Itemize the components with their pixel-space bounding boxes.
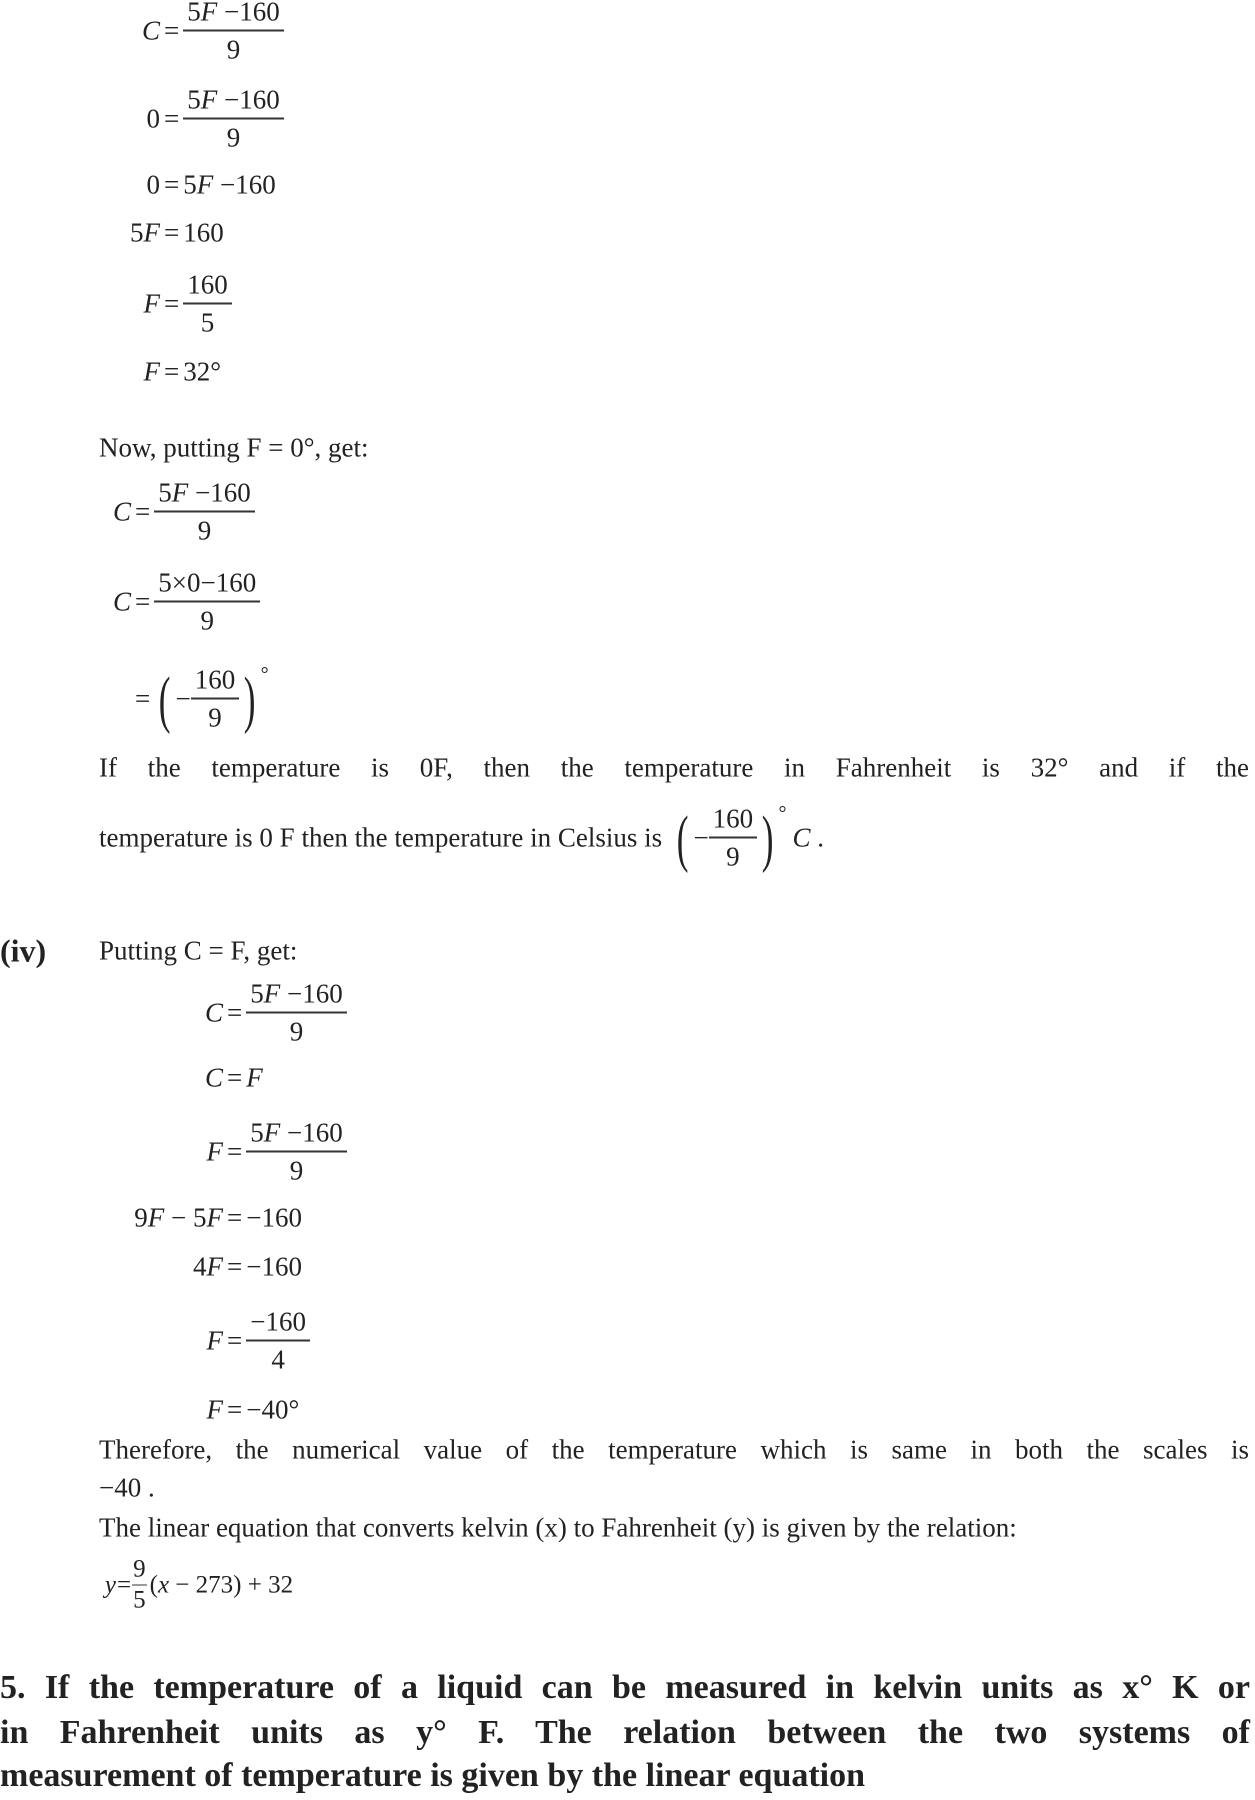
numerator: 160 [191, 665, 240, 700]
left-paren: ( [159, 663, 171, 734]
equation-row [0, 1252, 302, 1283]
equals-sign: = [117, 1571, 132, 1598]
conclusion-value: −40 . [99, 1472, 155, 1503]
equation-lhs: y [104, 1571, 116, 1598]
denominator: 9 [289, 1155, 304, 1186]
equation-lhs: F [143, 356, 160, 387]
minus-sign: − [693, 822, 709, 853]
equation-lhs: F [206, 1136, 223, 1167]
fraction [183, 85, 283, 154]
equation-row [0, 478, 255, 547]
numerator: 5F −160 [154, 478, 254, 513]
equation-lhs: 0 [146, 103, 160, 134]
denominator: 9 [208, 702, 222, 733]
equation-lhs: F [206, 1325, 223, 1356]
part-label: (iv) [0, 932, 47, 969]
equals-sign: = [164, 103, 180, 134]
question-heading-line: 5. If the temperature of a liquid can be measured in kelvin units as x° K or [0, 1669, 1250, 1706]
fraction [154, 568, 260, 637]
numerator: 5F −160 [246, 979, 346, 1014]
equation-rhs: 160 [183, 217, 224, 248]
equation-lhs: C [204, 997, 223, 1028]
equation-row [0, 0, 284, 66]
equation-lhs: 4F [193, 1251, 223, 1282]
equation-rhs: −160 [246, 1202, 302, 1233]
intro-text: Putting C = F, get: [99, 935, 298, 966]
equation-row [0, 1556, 293, 1615]
numerator: 5×0−160 [154, 568, 260, 603]
equation-lhs: F [143, 288, 160, 319]
equation-row [0, 170, 276, 201]
fraction [709, 804, 758, 873]
paragraph-line [99, 804, 824, 873]
equals-sign: = [164, 15, 180, 46]
equals-sign: = [227, 997, 243, 1028]
equation-row [0, 979, 347, 1048]
equation-row [0, 270, 232, 339]
equation-rhs: 5F −160 [183, 169, 276, 200]
equation-row [0, 1395, 299, 1426]
numerator: 9 [132, 1556, 147, 1586]
equation-row [0, 1063, 263, 1094]
equation-row [0, 1118, 347, 1187]
equals-sign: = [164, 217, 180, 248]
denominator: 9 [226, 34, 241, 65]
equals-sign: = [164, 288, 180, 319]
intro-text: Now, putting F = 0°, get: [99, 432, 369, 463]
fraction [132, 1556, 147, 1615]
equals-sign: = [164, 356, 180, 387]
denominator: 9 [726, 841, 740, 872]
fraction [154, 478, 254, 547]
fraction [183, 270, 232, 339]
question-heading-line: in Fahrenheit units as y° F. The relation between the two systems of [0, 1714, 1250, 1751]
numerator: 160 [183, 270, 232, 305]
fraction [183, 0, 283, 66]
equals-sign: = [135, 496, 151, 527]
equation-row [0, 218, 224, 249]
fraction [246, 979, 346, 1048]
denominator: 4 [271, 1344, 285, 1375]
equation-lhs: C [112, 586, 131, 617]
equation-lhs: 5F [130, 217, 160, 248]
fraction [191, 665, 240, 734]
equation-lhs: C [141, 15, 160, 46]
equation-row [131, 665, 269, 734]
equation-lhs: C [112, 496, 131, 527]
celsius-unit: C . [792, 822, 824, 853]
equals-sign: = [227, 1062, 243, 1093]
equals-sign: = [227, 1325, 243, 1356]
equals-sign: = [227, 1202, 243, 1233]
equals-sign: = [135, 586, 151, 617]
paragraph-text: temperature is 0 F then the temperature in Celsius is [99, 822, 663, 853]
numerator: 5F −160 [183, 0, 283, 32]
question-heading-line: measurement of temperature is given by the linear equation [0, 1757, 866, 1794]
equation-rhs: −40° [246, 1394, 300, 1425]
denominator: 9 [226, 122, 241, 153]
denominator: 9 [200, 605, 214, 636]
numerator: 5F −160 [246, 1118, 346, 1153]
degree-sign: ° [778, 802, 787, 825]
equation-lhs: F [206, 1394, 223, 1425]
right-paren: ) [244, 663, 256, 734]
equation-row [0, 1307, 310, 1376]
equation-lhs: 9F − 5F [134, 1202, 223, 1233]
fraction [246, 1307, 310, 1376]
fraction [246, 1118, 346, 1187]
equation-row [0, 1203, 302, 1234]
equation-rhs: 32° [183, 356, 222, 387]
equals-sign: = [135, 683, 151, 714]
equation-lhs: C [204, 1062, 223, 1093]
minus-sign: − [175, 683, 191, 714]
equation-lhs: 0 [146, 169, 160, 200]
equation-rhs: (x − 273) + 32 [149, 1571, 294, 1598]
denominator: 5 [200, 307, 215, 338]
equals-sign: = [227, 1251, 243, 1282]
equation-row [0, 568, 260, 637]
relation-text: The linear equation that converts kelvin (x) to Fahrenheit (y) is given by the relation: [99, 1512, 1017, 1543]
denominator: 9 [289, 1016, 304, 1047]
equation-rhs: −160 [246, 1251, 302, 1282]
degree-sign: ° [260, 663, 269, 686]
numerator: 160 [709, 804, 758, 839]
equals-sign: = [164, 169, 180, 200]
denominator: 9 [197, 515, 212, 546]
numerator: −160 [246, 1307, 310, 1342]
conclusion-text: Therefore, the numerical value of the temperature which is same in both the scales is [99, 1434, 1249, 1465]
numerator: 5F −160 [183, 85, 283, 120]
left-paren: ( [676, 802, 689, 873]
equation-row [0, 357, 221, 388]
right-paren: ) [761, 802, 774, 873]
equation-row [0, 85, 284, 154]
equation-rhs: F [246, 1062, 263, 1093]
paragraph-line: If the temperature is 0F, then the temperature in Fahrenheit is 32° and if the [99, 752, 1249, 783]
equals-sign: = [227, 1394, 243, 1425]
equals-sign: = [227, 1136, 243, 1167]
denominator: 5 [133, 1586, 146, 1614]
